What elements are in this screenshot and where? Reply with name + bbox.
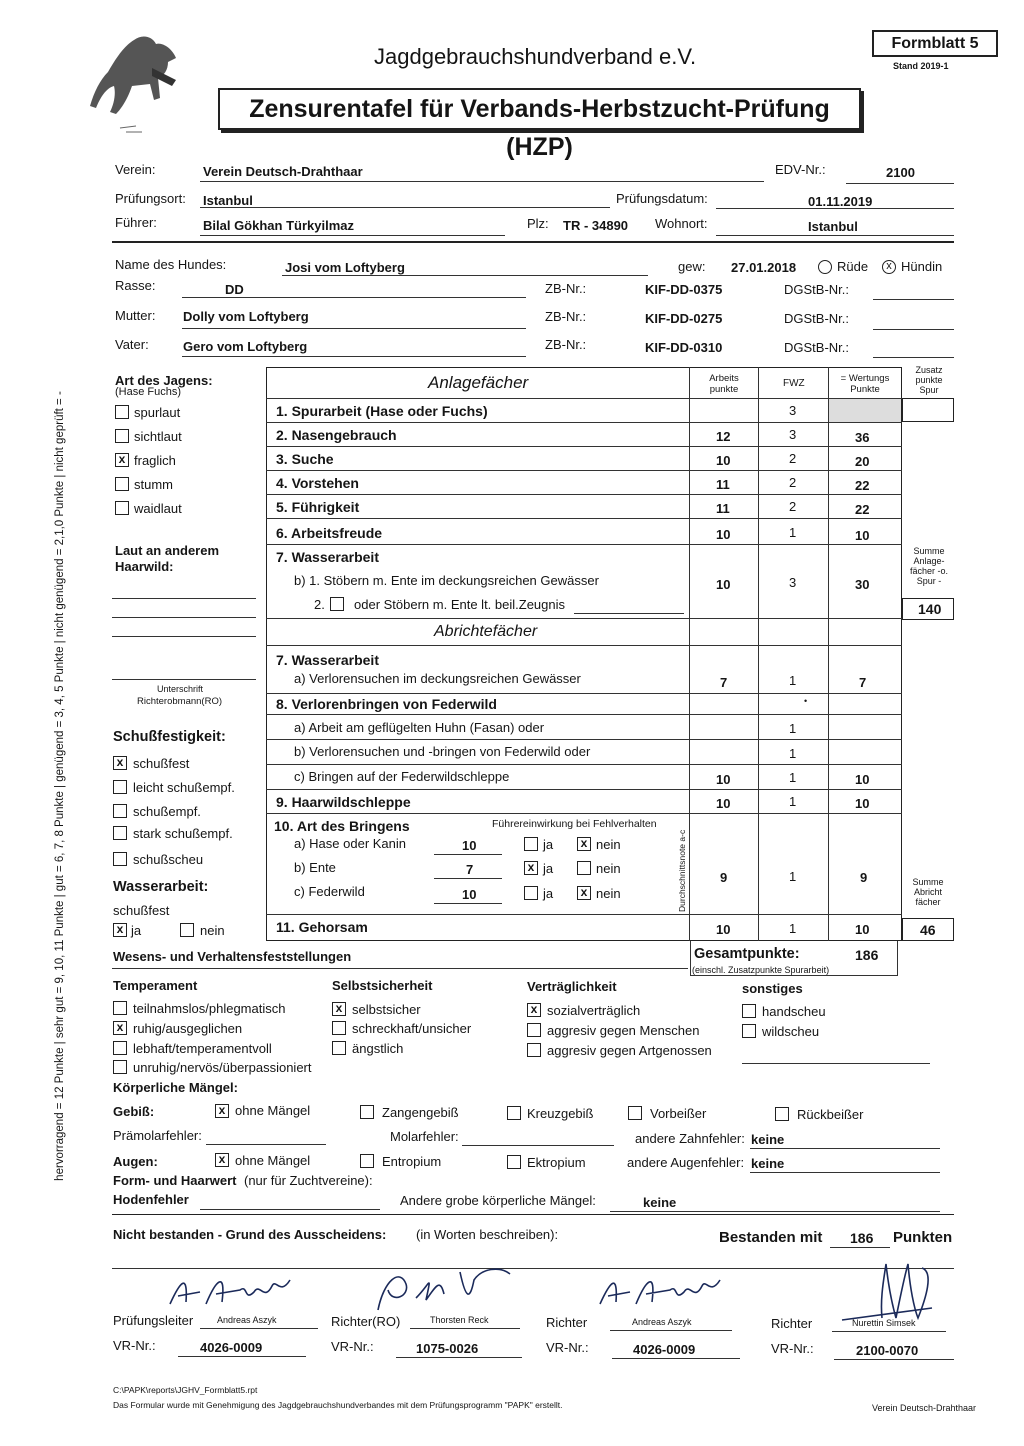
row3-arbeits: 10: [716, 453, 731, 468]
row5-label: 5. Führigkeit: [276, 499, 360, 515]
fraglich-label: fraglich: [134, 453, 176, 468]
row3-label: 3. Suche: [276, 451, 334, 467]
wasser-ja-label: ja: [131, 923, 142, 938]
sichtlaut-label: sichtlaut: [134, 429, 182, 444]
s3-checkbox[interactable]: [332, 1041, 346, 1055]
schussfest-label: schußfest: [133, 756, 190, 771]
row7-wert: 30: [855, 577, 870, 592]
laut-label-1: Laut an anderem: [115, 543, 220, 558]
row4-fwz: 2: [789, 475, 797, 490]
footer-note: Das Formular wurde mit Genehmigung des Jagdgebrauchshundverbandes mit dem Prüfungsprogramm "PAPK" erstellt.: [113, 1400, 563, 1410]
v2-label: aggresiv gegen Menschen: [547, 1023, 700, 1038]
abr7-arbeits: 7: [720, 675, 728, 690]
selbstsicherheit-header: Selbstsicherheit: [332, 978, 433, 993]
ruede-radio[interactable]: [818, 260, 832, 274]
org-name: Jagdgebrauchshundverband e.V.: [374, 44, 697, 69]
t4-label: unruhig/nervös/überpassioniert: [133, 1060, 312, 1075]
grobe-maengel-value: keine: [643, 1195, 677, 1210]
row6-wert: 10: [855, 528, 870, 543]
augenfehler-label: andere Augenfehler:: [627, 1155, 745, 1170]
mutter-label: Mutter:: [115, 308, 156, 323]
signer1-role: Prüfungsleiter: [113, 1313, 194, 1328]
summe-abricht-value: 46: [920, 922, 936, 938]
form-haarwert-label: Form- und Haarwert: [113, 1173, 237, 1188]
gew-label: gew:: [678, 259, 706, 274]
signer3-role: Richter: [546, 1315, 588, 1330]
schussfestigkeit-label: Schußfestigkeit:: [113, 729, 226, 745]
row4-wert: 22: [855, 478, 870, 493]
abr8-dot: •: [804, 696, 808, 706]
formblatt-label: Formblatt 5: [872, 30, 998, 57]
zahnfehler-label: andere Zahnfehler:: [635, 1131, 745, 1146]
wohnort-value: Istanbul: [808, 219, 858, 234]
datum-value: 01.11.2019: [808, 194, 873, 209]
molar-label: Molarfehler:: [390, 1129, 459, 1144]
art-des-jagens-label: Art des Jagens:: [115, 373, 213, 388]
signer1-vr-label: VR-Nr.:: [113, 1338, 156, 1353]
s1-checkbox[interactable]: x: [332, 1002, 346, 1016]
in-worten-label: (in Worten beschreiben):: [416, 1227, 559, 1242]
augen-label: Augen:: [113, 1154, 158, 1169]
hodenfehler-label: Hodenfehler: [113, 1192, 189, 1207]
abr8-label: 8. Verlorenbringen von Federwild: [276, 696, 497, 712]
row1-label: 1. Spurarbeit (Hase oder Fuchs): [276, 403, 488, 419]
signer1-name: Andreas Aszyk: [217, 1315, 277, 1325]
sonstiges-header: sonstiges: [742, 981, 803, 996]
signer3-name: Andreas Aszyk: [632, 1317, 692, 1327]
verein-value: Verein Deutsch-Drahthaar: [203, 164, 363, 179]
abr7-fwz: 1: [789, 673, 797, 688]
ektropium-checkbox[interactable]: [507, 1155, 521, 1169]
fwz-header: FWZ: [783, 378, 805, 389]
abr10-wert: 9: [860, 870, 868, 885]
kreuz-label: Kreuzgebiß: [527, 1106, 594, 1121]
wasser-ja-checkbox[interactable]: x: [113, 923, 127, 937]
huendin-label: Hündin: [901, 259, 943, 274]
spurlaut-label: spurlaut: [134, 405, 181, 420]
o2-label: wildscheu: [762, 1024, 820, 1039]
abr10-b-value: 7: [466, 862, 474, 877]
row7-2-label: 2.: [314, 597, 325, 612]
wohnort-label: Wohnort:: [655, 216, 708, 231]
vater-value: Gero vom Loftyberg: [183, 339, 308, 354]
abr8-a-fwz: 1: [789, 721, 797, 736]
abr8-c-wert: 10: [855, 772, 870, 787]
stark-label: stark schußempf.: [133, 826, 233, 841]
wertungspunkte-header: = Wertungs Punkte: [840, 373, 890, 395]
entropium-label: Entropium: [382, 1154, 442, 1169]
abr10-fwz: 1: [789, 869, 797, 884]
row1-fwz: 3: [789, 403, 797, 418]
abr10-a-ja-checkbox[interactable]: [524, 837, 538, 851]
abr10-b-ja-label: ja: [543, 861, 554, 876]
rasse-label: Rasse:: [115, 278, 156, 293]
dgstb-mutter-label: DGStB-Nr.:: [784, 311, 850, 326]
fuehrer-label: Führer:: [115, 215, 157, 230]
gesamtpunkte-sub: (einschl. Zusatzpunkte Spurarbeit): [692, 965, 830, 975]
wesens-title: Wesens- und Verhaltensfeststellungen: [113, 949, 352, 964]
signer2-vr-label: VR-Nr.:: [331, 1339, 374, 1354]
rueckbeisser-label: Rückbeißer: [797, 1107, 864, 1122]
v3-label: aggresiv gegen Artgenossen: [547, 1043, 712, 1058]
fraglich-checkbox[interactable]: x: [115, 453, 129, 467]
abr9-arbeits: 10: [716, 796, 731, 811]
richterobmann-label: Richterobmann(RO): [137, 696, 222, 707]
hundename-value: Josi vom Loftyberg: [285, 260, 405, 275]
signer3-vr: 4026-0009: [633, 1342, 696, 1357]
row5-fwz: 2: [789, 499, 797, 514]
signer2-role: Richter(RO): [331, 1314, 401, 1329]
pruefungsort-value: Istanbul: [203, 193, 253, 208]
abr9-wert: 10: [855, 796, 870, 811]
vorbeisser-checkbox[interactable]: [628, 1106, 642, 1120]
ektropium-label: Ektropium: [527, 1155, 586, 1170]
abr10-a-ja-label: ja: [543, 837, 554, 852]
abr10-a-value: 10: [462, 838, 477, 853]
dgstb-vater-label: DGStB-Nr.:: [784, 340, 850, 355]
durchschnittsnote-label: Durchschnittsnote a-c: [677, 829, 687, 912]
signer2-vr: 1075-0026: [416, 1341, 479, 1356]
abr10-c-ja-checkbox[interactable]: [524, 886, 538, 900]
unterschrift-label: Unterschrift: [157, 684, 204, 694]
edv-label: EDV-Nr.:: [775, 162, 826, 177]
signer1-vr: 4026-0009: [200, 1340, 263, 1355]
o2-checkbox[interactable]: [742, 1024, 756, 1038]
abr7-label: 7. Wasserarbeit: [276, 652, 379, 668]
signer2-name: Thorsten Reck: [430, 1315, 489, 1325]
row4-arbeits: 11: [716, 477, 730, 492]
abr10-c-nein-label: nein: [596, 886, 621, 901]
s1-label: selbstsicher: [352, 1002, 421, 1017]
abr10-b-nein-checkbox[interactable]: [577, 861, 591, 875]
abr11-label: 11. Gehorsam: [276, 919, 368, 935]
t1-label: teilnahmslos/phlegmatisch: [133, 1001, 286, 1016]
v3-checkbox[interactable]: [527, 1043, 541, 1057]
row2-arbeits: 12: [716, 429, 731, 444]
summe-anlage-label: Summe Anlage- fächer -o. Spur -: [909, 546, 949, 586]
row7-b-label: b) 1. Stöbern m. Ente im deckungsreichen Gewässer: [294, 573, 599, 588]
fuehrer-value: Bilal Gökhan Türkyilmaz: [203, 218, 354, 233]
wasser-schussfest-label: schußfest: [113, 903, 170, 918]
stumm-label: stumm: [134, 477, 173, 492]
side-grading-legend: hervorragend = 12 Punkte | sehr gut = 9, 10, 11 Punkte | gut = 6, 7, 8 Punkte | genügend = 3, 4, 5 Punkte | nicht genügend = 2,1,0 Punkte | nicht geprüft = -: [54, 391, 66, 1181]
abr8-c-fwz: 1: [789, 770, 797, 785]
abr11-wert: 10: [855, 922, 870, 937]
abr10-b-label: b) Ente: [294, 860, 336, 875]
v1-checkbox[interactable]: x: [527, 1003, 541, 1017]
jghv-logo: [72, 28, 192, 140]
huendin-radio[interactable]: x: [882, 260, 896, 274]
t2-label: ruhig/ausgeglichen: [133, 1021, 243, 1036]
leicht-checkbox[interactable]: [113, 780, 127, 794]
o1-label: handscheu: [762, 1004, 826, 1019]
nicht-bestanden-label: Nicht bestanden - Grund des Ausscheidens:: [113, 1227, 387, 1242]
v2-checkbox[interactable]: [527, 1023, 541, 1037]
t2-checkbox[interactable]: x: [113, 1021, 127, 1035]
abr10-c-nein-checkbox[interactable]: x: [577, 886, 591, 900]
sichtlaut-checkbox[interactable]: [115, 429, 129, 443]
schussempf-checkbox[interactable]: [113, 804, 127, 818]
laut-label-2: Haarwild:: [115, 559, 174, 574]
abr10-c-value: 10: [462, 887, 477, 902]
row5-wert: 22: [855, 502, 870, 517]
row5-arbeits: 11: [716, 501, 730, 516]
signer3-vr-label: VR-Nr.:: [546, 1340, 589, 1355]
s3-label: ängstlich: [352, 1041, 404, 1056]
summe-anlage-value: 140: [918, 601, 942, 617]
mutter-value: Dolly vom Loftyberg: [183, 309, 309, 324]
abr10-b-ja-checkbox[interactable]: x: [524, 861, 538, 875]
abr7-a-label: a) Verlorensuchen im deckungsreichen Gewässer: [294, 671, 581, 686]
abr10-c-label: c) Federwild: [294, 884, 365, 899]
abr7-wert: 7: [859, 675, 867, 690]
abr9-fwz: 1: [789, 794, 797, 809]
spurlaut-checkbox[interactable]: [115, 405, 129, 419]
abr10-a-label: a) Hase oder Kanin: [294, 836, 407, 851]
abr8-a-label: a) Arbeit am geflügelten Huhn (Fasan) oder: [294, 720, 545, 735]
zangen-label: Zangengebiß: [382, 1105, 459, 1120]
t3-checkbox[interactable]: [113, 1041, 127, 1055]
abr11-arbeits: 10: [716, 922, 731, 937]
abr9-label: 9. Haarwildschleppe: [276, 794, 411, 810]
row6-fwz: 1: [789, 525, 797, 540]
gebiss-ohne-checkbox[interactable]: x: [215, 1104, 229, 1118]
vertraeglichkeit-header: Verträglichkeit: [527, 979, 617, 994]
abr10-a-nein-checkbox[interactable]: x: [577, 837, 591, 851]
abr8-b-label: b) Verlorensuchen und -bringen von Federwild oder: [294, 744, 591, 759]
gebiss-ohne-label: ohne Mängel: [235, 1103, 311, 1118]
wasserarbeit-label: Wasserarbeit:: [113, 879, 209, 895]
schussempf-label: schußempf.: [133, 804, 201, 819]
zb-label: ZB-Nr.:: [545, 281, 587, 296]
pruefungsort-label: Prüfungsort:: [115, 191, 186, 206]
v1-label: sozialverträglich: [547, 1003, 641, 1018]
row7-2-text: oder Stöbern m. Ente lt. beil.Zeugnis: [354, 597, 566, 612]
row3-fwz: 2: [789, 451, 797, 466]
zahnfehler-value: keine: [751, 1132, 785, 1147]
abr10-c-ja-label: ja: [543, 886, 554, 901]
verein-label: Verein:: [115, 162, 156, 177]
stand-label: Stand 2019-1: [893, 61, 949, 71]
form-title: Zensurentafel für Verbands-Herbstzucht-Prüfung (HZP): [218, 88, 861, 130]
koerper-title: Körperliche Mängel:: [113, 1080, 238, 1095]
row2-label: 2. Nasengebrauch: [276, 427, 397, 443]
row3-wert: 20: [855, 454, 870, 469]
praemolar-label: Prämolarfehler:: [113, 1128, 202, 1143]
footer-path: C:\PAPK\reports\JGHV_Formblatt5.rpt: [113, 1385, 258, 1395]
plz-value: TR - 34890: [563, 218, 629, 233]
rueckbeisser-checkbox[interactable]: [775, 1107, 789, 1121]
abr10-a-nein-label: nein: [596, 837, 621, 852]
dgstb-label: DGStB-Nr.:: [784, 282, 850, 297]
art-des-jagens-sub: (Hase Fuchs): [115, 386, 182, 398]
t4-checkbox[interactable]: [113, 1060, 127, 1074]
signer4-name: Nurettin Simsek: [852, 1318, 916, 1328]
zusatzpunkte-header: Zusatz punkte Spur: [915, 365, 943, 395]
schussfest-checkbox[interactable]: x: [113, 756, 127, 770]
stark-checkbox[interactable]: [113, 826, 127, 840]
signer4-vr: 2100-0070: [856, 1343, 919, 1358]
abr10-arbeits: 9: [720, 870, 728, 885]
abr10-b-nein-label: nein: [596, 861, 621, 876]
abr8-c-arbeits: 10: [716, 772, 731, 787]
abrichtefaecher-header: Abrichtefächer: [434, 623, 538, 640]
s2-label: schreckhaft/unsicher: [352, 1021, 472, 1036]
s2-checkbox[interactable]: [332, 1021, 346, 1035]
zb-value: KIF-DD-0375: [645, 282, 723, 297]
row4-label: 4. Vorstehen: [276, 475, 359, 491]
footer-verein: Verein Deutsch-Drahthaar: [872, 1403, 977, 1413]
zb-mutter-value: KIF-DD-0275: [645, 311, 723, 326]
waidlaut-label: waidlaut: [134, 501, 182, 516]
arbeitspunkte-header: Arbeits punkte: [709, 373, 739, 395]
zangen-checkbox[interactable]: [360, 1105, 374, 1119]
abr10-hint: Führereinwirkung bei Fehlverhalten: [492, 818, 657, 830]
row2-wert: 36: [855, 430, 870, 445]
waidlaut-checkbox[interactable]: [115, 501, 129, 515]
anlagefaecher-header: Anlagefächer: [428, 373, 529, 392]
edv-value: 2100: [886, 165, 915, 180]
ruede-label: Rüde: [837, 259, 869, 274]
schussscheu-checkbox[interactable]: [113, 852, 127, 866]
punkten-label: Punkten: [893, 1229, 953, 1246]
gesamtpunkte-label: Gesamtpunkte:: [694, 946, 800, 962]
abr11-fwz: 1: [789, 921, 797, 936]
bestanden-punkte: 186: [850, 1230, 874, 1246]
gebiss-label: Gebiß:: [113, 1104, 155, 1119]
signer4-role: Richter: [771, 1316, 813, 1331]
leicht-label: leicht schußempf.: [133, 780, 235, 795]
row7-label: 7. Wasserarbeit: [276, 549, 379, 565]
entropium-checkbox[interactable]: [360, 1154, 374, 1168]
signature-richter-ro: [370, 1260, 520, 1320]
zb-mutter-label: ZB-Nr.:: [545, 309, 587, 324]
signer4-vr-label: VR-Nr.:: [771, 1341, 814, 1356]
vater-label: Vater:: [115, 337, 149, 352]
t3-label: lebhaft/temperamentvoll: [133, 1041, 272, 1056]
row6-label: 6. Arbeitsfreude: [276, 525, 383, 541]
summe-abricht-label: Summe Abricht fächer: [912, 877, 944, 907]
signature-richter-1: [590, 1262, 730, 1322]
wasser-nein-label: nein: [200, 923, 225, 938]
grobe-maengel-label: Andere grobe körperliche Mängel:: [400, 1193, 596, 1208]
row7-fwz: 3: [789, 575, 797, 590]
datum-label: Prüfungsdatum:: [616, 191, 708, 206]
plz-label: Plz:: [527, 216, 549, 231]
wasser-nein-checkbox[interactable]: [180, 923, 194, 937]
temperament-header: Temperament: [113, 978, 198, 993]
gew-value: 27.01.2018: [731, 260, 797, 275]
o1-checkbox[interactable]: [742, 1004, 756, 1018]
t1-checkbox[interactable]: [113, 1001, 127, 1015]
stumm-checkbox[interactable]: [115, 477, 129, 491]
abr10-label: 10. Art des Bringens: [274, 818, 410, 834]
zb-vater-value: KIF-DD-0310: [645, 340, 723, 355]
gesamtpunkte-value: 186: [855, 947, 879, 963]
augenfehler-value: keine: [751, 1156, 785, 1171]
augen-ohne-label: ohne Mängel: [235, 1153, 311, 1168]
row2-fwz: 3: [789, 427, 797, 442]
row6-arbeits: 10: [716, 527, 731, 542]
abr8-c-label: c) Bringen auf der Federwildschleppe: [294, 769, 510, 784]
kreuz-checkbox[interactable]: [507, 1106, 521, 1120]
schussscheu-label: schußscheu: [133, 852, 204, 867]
bestanden-label: Bestanden mit: [719, 1229, 823, 1246]
zb-vater-label: ZB-Nr.:: [545, 337, 587, 352]
row7-arbeits: 10: [716, 577, 731, 592]
abr8-b-fwz: 1: [789, 746, 797, 761]
row7-2-checkbox[interactable]: [330, 597, 344, 611]
rasse-value: DD: [225, 282, 244, 297]
form-haarwert-sub: (nur für Zuchtvereine):: [244, 1173, 373, 1188]
hundename-label: Name des Hundes:: [115, 257, 227, 272]
vorbeisser-label: Vorbeißer: [650, 1106, 707, 1121]
augen-ohne-checkbox[interactable]: x: [215, 1153, 229, 1167]
